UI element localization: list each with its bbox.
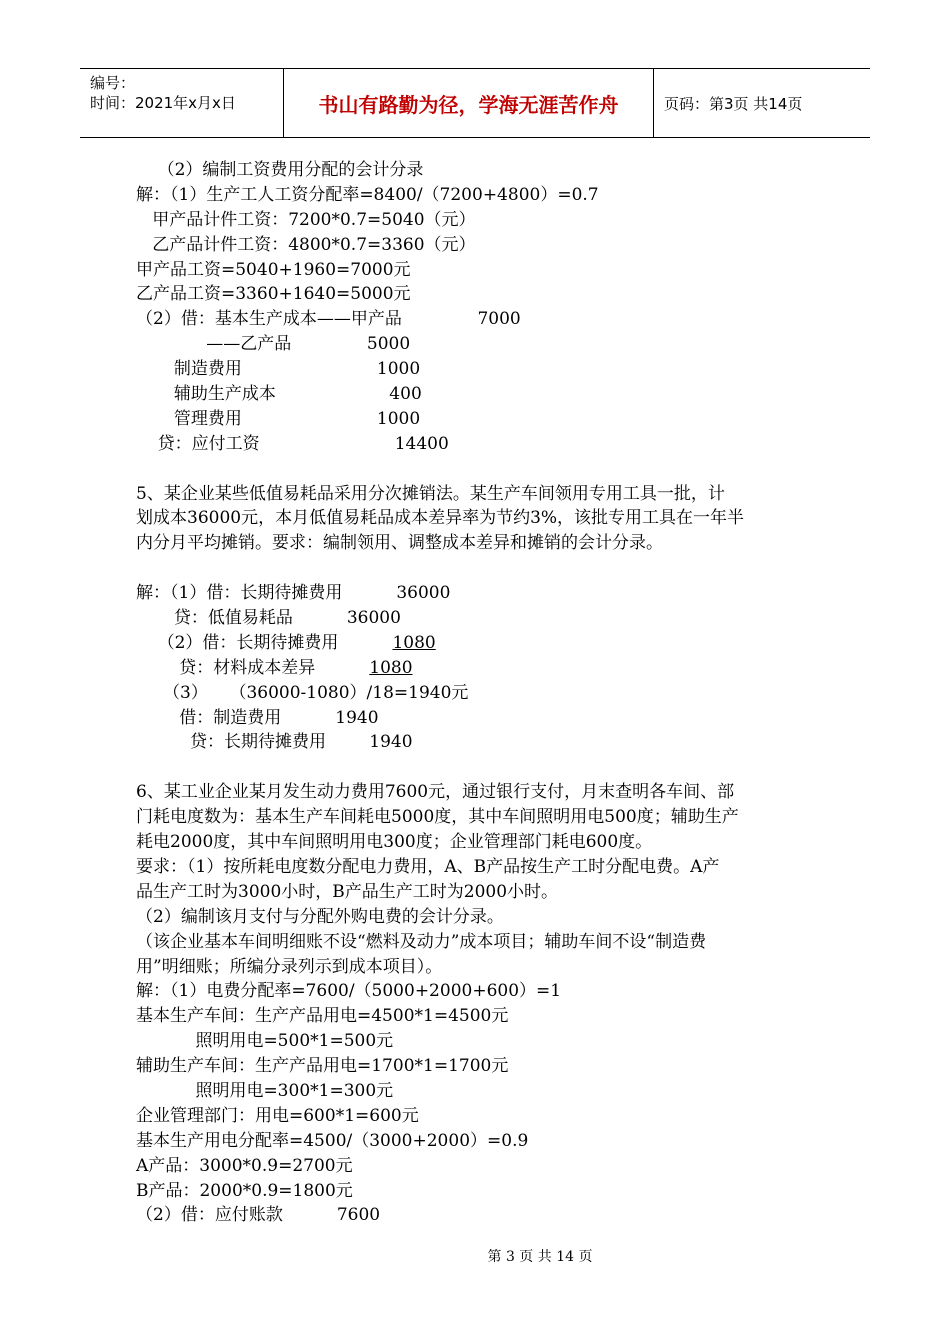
blank-line <box>136 457 826 482</box>
text-line: （2）借：基本生产成本——甲产品 7000 <box>136 309 521 330</box>
text-line: 基本生产用电分配率=4500/（3000+2000）=0.9 <box>136 1130 529 1151</box>
text-line: （3） （36000-1080）/18=1940元 <box>136 682 469 703</box>
text-line: 贷：长期待摊费用 1940 <box>136 732 413 753</box>
document-body <box>136 158 826 1228</box>
text-line: 解：（1）生产工人工资分配率=8400/（7200+4800）=0.7 <box>136 184 599 205</box>
text-line: 解：（1）电费分配率=7600/（5000+2000+600）=1 <box>136 981 562 1002</box>
blank-line <box>136 556 826 581</box>
page-header <box>80 68 870 138</box>
text-line: B产品：2000*0.9=1800元 <box>136 1180 353 1201</box>
header-page-info: 页码：第3页 共14页 <box>664 94 803 113</box>
text-line: （该企业基本车间明细账不设“燃料及动力”成本项目；辅助车间不设“制造费 <box>136 931 707 952</box>
text-line: 品生产工时为3000小时，B产品生产工时为2000小时。 <box>136 881 559 902</box>
underlined-amount: 1080 <box>369 657 413 678</box>
doc-date-label: 时间：2021年x月x日 <box>90 94 236 112</box>
text-line: 照明用电=500*1=500元 <box>136 1031 394 1052</box>
text-line: 乙产品计件工资：4800*0.7=3360（元） <box>136 234 476 255</box>
text-line: 6、某工业企业某月发生动力费用7600元，通过银行支付，月末查明各车间、部 <box>136 782 735 803</box>
page-footer: 第 3 页 共 14 页 <box>487 1249 593 1265</box>
text-line: 乙产品工资=3360+1640=5000元 <box>136 284 411 305</box>
doc-code-label: 编号： <box>90 74 136 92</box>
text-line: （2）编制该月支付与分配外购电费的会计分录。 <box>136 906 504 927</box>
text-line: 5、某企业某些低值易耗品采用分次摊销法。某生产车间领用专用工具一批，计 <box>136 483 725 504</box>
text-line: 基本生产车间：生产产品用电=4500*1=4500元 <box>136 1006 509 1027</box>
text-line: 辅助生产车间：生产产品用电=1700*1=1700元 <box>136 1056 509 1077</box>
text-line: 借：制造费用 1940 <box>136 707 379 728</box>
text-line: 要求：（1）按所耗电度数分配电力费用，A、B产品按生产工时分配电费。A产 <box>136 856 720 877</box>
text-line: 耗电2000度，其中车间照明用电300度；企业管理部门耗电600度。 <box>136 832 653 853</box>
text-line: （2）借：应付账款 7600 <box>136 1205 381 1226</box>
text-line: 甲产品工资=5040+1960=7000元 <box>136 259 411 280</box>
text-line: 门耗电度数为：基本生产车间耗电5000度，其中车间照明用电500度；辅助生产 <box>136 807 739 828</box>
text-line: 解：（1）借：长期待摊费用 36000 <box>136 583 451 604</box>
text-line: 照明用电=300*1=300元 <box>136 1080 394 1101</box>
text-line: 管理费用 1000 <box>136 408 421 429</box>
text-line: 贷：低值易耗品 36000 <box>136 608 401 629</box>
text-line: （2）借：长期待摊费用 1080 <box>136 632 436 653</box>
text-line: （2）编制工资费用分配的会计分录 <box>136 160 424 180</box>
text-line: 制造费用 1000 <box>136 359 421 380</box>
text-line: 企业管理部门：用电=600*1=600元 <box>136 1105 419 1126</box>
text-line: A产品：3000*0.9=2700元 <box>136 1155 353 1176</box>
text-line: 贷：材料成本差异 1080 <box>136 657 413 678</box>
text-line: 用”明细账；所编分录列示到成本项目）。 <box>136 956 443 977</box>
text-line: 贷：应付工资 14400 <box>136 433 449 454</box>
header-left-cell <box>80 69 283 137</box>
underlined-amount: 1080 <box>392 632 436 653</box>
text-line: 辅助生产成本 400 <box>136 384 422 405</box>
blank-line <box>136 755 826 780</box>
text-line: 内分月平均摊销。要求：编制领用、调整成本差异和摊销的会计分录。 <box>136 533 663 554</box>
text-line: 划成本36000元，本月低值易耗品成本差异率为节约3%，该批专用工具在一年半 <box>136 508 745 529</box>
header-motto: 书山有路勤为径，学海无涯苦作舟 <box>283 69 654 137</box>
text-line: ——乙产品 5000 <box>136 334 411 355</box>
text-line: 甲产品计件工资：7200*0.7=5040（元） <box>136 209 476 230</box>
